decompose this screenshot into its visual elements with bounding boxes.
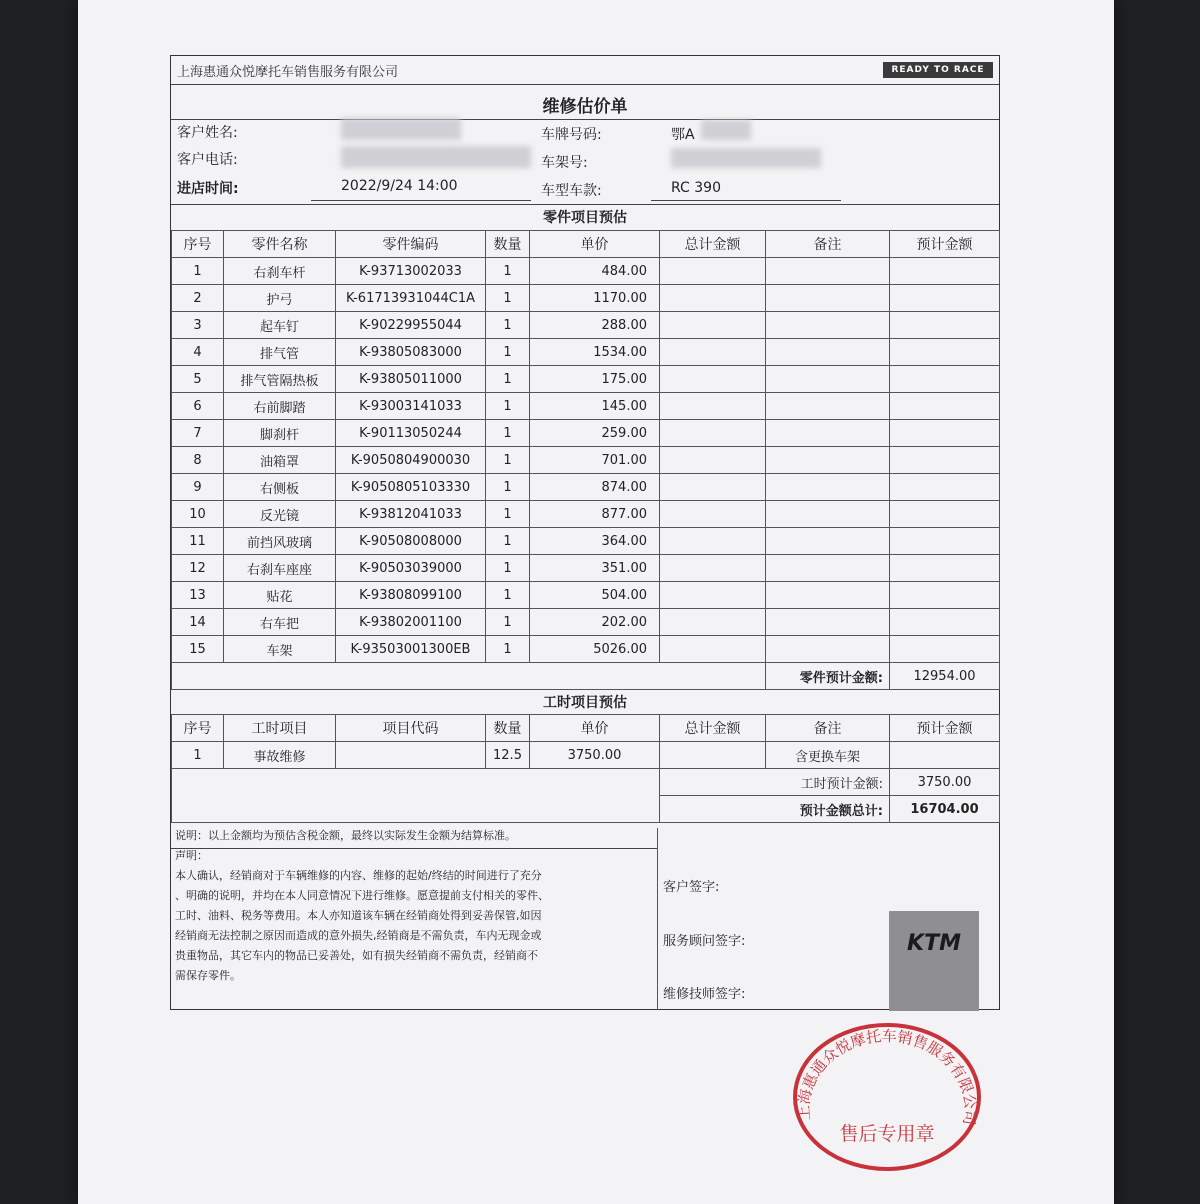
part-code: K-90503039000: [336, 555, 486, 582]
row-no: 11: [172, 528, 224, 555]
arrival-time-label: 进店时间:: [177, 181, 239, 197]
qty: 1: [486, 366, 530, 393]
qty: 1: [486, 501, 530, 528]
qty: 1: [486, 312, 530, 339]
seal-ring-path-text: 上海惠通众悦摩托车销售服务有限公司: [794, 1026, 980, 1127]
table-row: [172, 555, 1000, 582]
col-header: 总计金额: [660, 231, 766, 258]
unit-price: 202.00: [530, 609, 660, 636]
col-header: 备注: [766, 715, 890, 742]
unit-price: 364.00: [530, 528, 660, 555]
document-title: 维修估价单: [542, 97, 628, 117]
table-row: [172, 636, 1000, 663]
labor-table: [171, 714, 1000, 823]
row-no: 2: [172, 285, 224, 312]
redacted-name: [341, 118, 461, 140]
note-line: 本人确认，经销商对于车辆维修的内容、维修的起始/终结的时间进行了充分: [175, 869, 542, 882]
model-value: RC 390: [671, 180, 721, 196]
unit-price: 259.00: [530, 420, 660, 447]
model-label: 车型车款:: [541, 183, 602, 199]
qty: 12.5: [486, 742, 530, 769]
qty: 1: [486, 393, 530, 420]
qty: 1: [486, 609, 530, 636]
part-name: 护弓: [224, 285, 336, 312]
unit-price: 175.00: [530, 366, 660, 393]
customer-signature-label: 客户签字:: [663, 880, 720, 895]
part-name: 起车钉: [224, 312, 336, 339]
labor-header-row: [172, 715, 1000, 742]
row-no: 15: [172, 636, 224, 663]
row-no: 12: [172, 555, 224, 582]
grand-total-row: [172, 796, 1000, 823]
parts-subtotal-label: 零件预计金额:: [766, 663, 890, 690]
unit-price: 1170.00: [530, 285, 660, 312]
qty: 1: [486, 258, 530, 285]
qty: 1: [486, 528, 530, 555]
note-line: 贵重物品，其它车内的物品已妥善处，如有损失经销商不需负责，经销商不: [175, 949, 538, 962]
part-code: K-9050805103330: [336, 474, 486, 501]
parts-table: [171, 230, 1000, 690]
part-code: K-90113050244: [336, 420, 486, 447]
arrival-time-value: 2022/9/24 14:00: [341, 178, 458, 194]
unit-price: 504.00: [530, 582, 660, 609]
col-header: 预计金额: [890, 715, 1000, 742]
part-code: K-9050804900030: [336, 447, 486, 474]
grand-total-label: 预计金额总计:: [660, 796, 890, 823]
labor-section-title: 工时项目预估: [543, 695, 627, 711]
col-header: 单价: [530, 231, 660, 258]
labor-subtotal-label: 工时预计金额:: [660, 769, 890, 796]
table-row: [172, 609, 1000, 636]
unit-price: 5026.00: [530, 636, 660, 663]
note-line: 说明：以上金额均为预估含税金额，最终以实际发生金额为结算标准。: [175, 829, 516, 842]
company-name: 上海惠通众悦摩托车销售服务有限公司: [177, 65, 399, 80]
col-header: 数量: [486, 231, 530, 258]
note-line: 工时、油料、税务等费用。本人亦知道该车辆在经销商处得到妥善保管,如因: [175, 909, 542, 922]
qty: 1: [486, 285, 530, 312]
row-no: 7: [172, 420, 224, 447]
plate-value: 鄂A: [671, 127, 695, 143]
part-name: 右前脚踏: [224, 393, 336, 420]
labor-subtotal-value: 3750.00: [890, 769, 1000, 796]
row-no: 5: [172, 366, 224, 393]
part-code: K-93805083000: [336, 339, 486, 366]
qty: 1: [486, 555, 530, 582]
part-name: 反光镜: [224, 501, 336, 528]
row-no: 4: [172, 339, 224, 366]
frame-label: 车架号:: [541, 155, 588, 171]
col-header: 数量: [486, 715, 530, 742]
row-no: 9: [172, 474, 224, 501]
labor-subtotal-row: [172, 769, 1000, 796]
ktm-logo: KTM: [889, 911, 979, 1011]
estimate-form: [170, 55, 1000, 1010]
remark: 含更换车架: [766, 742, 890, 769]
part-code: K-93802001100: [336, 609, 486, 636]
col-header: 单价: [530, 715, 660, 742]
table-row: [172, 339, 1000, 366]
table-row: [172, 285, 1000, 312]
technician-signature-label: 维修技师签字:: [663, 987, 746, 1002]
table-row: [172, 420, 1000, 447]
row-no: 1: [172, 742, 224, 769]
part-name: 右刹车座座: [224, 555, 336, 582]
slogan-badge: READY TO RACE: [883, 62, 993, 78]
table-row: [172, 312, 1000, 339]
col-header: 工时项目: [224, 715, 336, 742]
unit-price: 288.00: [530, 312, 660, 339]
table-row: [172, 501, 1000, 528]
qty: 1: [486, 447, 530, 474]
row-no: 1: [172, 258, 224, 285]
col-header: 总计金额: [660, 715, 766, 742]
col-header: 零件名称: [224, 231, 336, 258]
part-code: K-93805011000: [336, 366, 486, 393]
qty: 1: [486, 420, 530, 447]
unit-price: 1534.00: [530, 339, 660, 366]
part-code: K-93812041033: [336, 501, 486, 528]
customer-name-label: 客户姓名:: [177, 125, 238, 141]
table-row: [172, 366, 1000, 393]
part-name: 右刹车杆: [224, 258, 336, 285]
table-row: [172, 393, 1000, 420]
row-no: 14: [172, 609, 224, 636]
part-code: K-93503001300EB: [336, 636, 486, 663]
unit-price: 145.00: [530, 393, 660, 420]
redacted-frame: [671, 148, 821, 168]
col-header: 序号: [172, 231, 224, 258]
note-line: 需保存零件。: [175, 969, 241, 982]
part-name: 脚刹杆: [224, 420, 336, 447]
part-code: K-61713931044C1A: [336, 285, 486, 312]
red-seal-stamp: [790, 1020, 984, 1174]
row-no: 10: [172, 501, 224, 528]
col-header: 项目代码: [336, 715, 486, 742]
table-row: [172, 742, 1000, 769]
customer-phone-label: 客户电话:: [177, 152, 238, 168]
note-line: 经销商无法控制之原因而造成的意外损失,经销商是不需负责，车内无现金或: [175, 929, 542, 942]
row-no: 3: [172, 312, 224, 339]
part-name: 排气管隔热板: [224, 366, 336, 393]
col-header: 备注: [766, 231, 890, 258]
redacted-phone: [341, 146, 531, 168]
part-name: 排气管: [224, 339, 336, 366]
part-name: 右车把: [224, 609, 336, 636]
paper-sheet: [78, 0, 1114, 1204]
note-line: 、明确的说明，并均在本人同意情况下进行维修。愿意提前支付相关的零件、: [175, 889, 549, 902]
unit-price: 874.00: [530, 474, 660, 501]
part-name: 前挡风玻璃: [224, 528, 336, 555]
part-code: K-93713002033: [336, 258, 486, 285]
row-no: 13: [172, 582, 224, 609]
qty: 1: [486, 582, 530, 609]
qty: 1: [486, 339, 530, 366]
part-name: 贴花: [224, 582, 336, 609]
seal-ring-text: [795, 1027, 980, 1126]
redacted-plate: [701, 120, 751, 140]
col-header: 零件编码: [336, 231, 486, 258]
qty: 1: [486, 474, 530, 501]
part-name: 油箱罩: [224, 447, 336, 474]
part-name: 右侧板: [224, 474, 336, 501]
unit-price: 351.00: [530, 555, 660, 582]
unit-price: 484.00: [530, 258, 660, 285]
part-name: 车架: [224, 636, 336, 663]
unit-price: 3750.00: [530, 742, 660, 769]
unit-price: 877.00: [530, 501, 660, 528]
col-header: 序号: [172, 715, 224, 742]
plate-label: 车牌号码:: [541, 127, 602, 143]
labor-item: 事故维修: [224, 742, 336, 769]
labor-code: [336, 742, 486, 769]
table-row: [172, 582, 1000, 609]
note-line: 声明：: [175, 849, 208, 862]
parts-subtotal-value: 12954.00: [890, 663, 1000, 690]
advisor-signature-label: 服务顾问签字:: [663, 934, 746, 949]
notes-block: [175, 826, 653, 986]
table-row: [172, 447, 1000, 474]
unit-price: 701.00: [530, 447, 660, 474]
table-row: [172, 474, 1000, 501]
row-no: 6: [172, 393, 224, 420]
parts-header-row: [172, 231, 1000, 258]
part-code: K-90229955044: [336, 312, 486, 339]
part-code: K-93003141033: [336, 393, 486, 420]
parts-section-title: 零件项目预估: [543, 210, 627, 226]
part-code: K-90508008000: [336, 528, 486, 555]
table-row: [172, 528, 1000, 555]
row-no: 8: [172, 447, 224, 474]
qty: 1: [486, 636, 530, 663]
col-header: 预计金额: [890, 231, 1000, 258]
parts-subtotal-row: [172, 663, 1000, 690]
part-code: K-93808099100: [336, 582, 486, 609]
seal-center-text: 售后专用章: [839, 1123, 935, 1145]
table-row: [172, 258, 1000, 285]
grand-total-value: 16704.00: [890, 796, 1000, 823]
seal-ring: [795, 1025, 979, 1169]
